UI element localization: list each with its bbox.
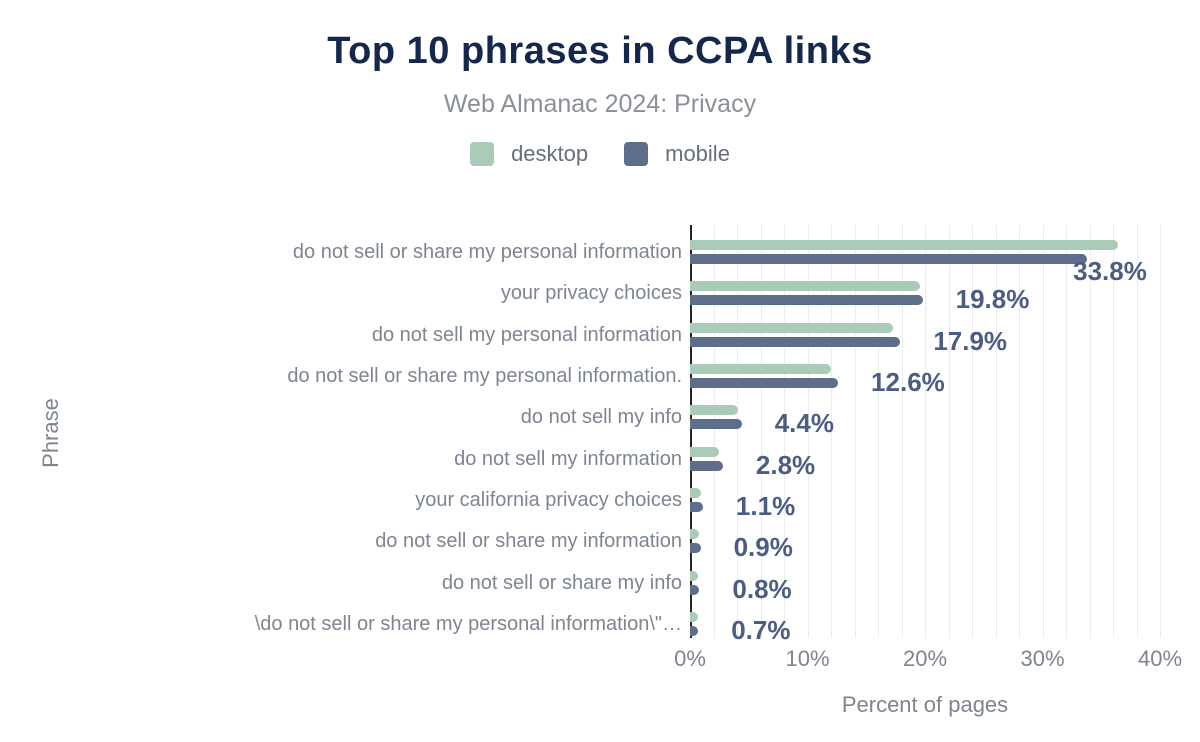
legend-label-desktop: desktop	[511, 141, 589, 166]
desktop-swatch-icon	[470, 142, 494, 166]
legend-label-mobile: mobile	[665, 141, 730, 166]
bar-mobile[interactable]	[690, 419, 742, 429]
value-label: 17.9%	[933, 325, 1008, 356]
bar-mobile[interactable]	[690, 337, 900, 347]
legend	[0, 141, 1200, 167]
category-label: your california privacy choices	[415, 488, 682, 511]
gridline	[1160, 225, 1161, 638]
gridline	[1066, 225, 1067, 638]
category-label: \do not sell or share my personal information\"…	[254, 612, 682, 635]
gridline	[925, 225, 926, 638]
category-label: do not sell or share my information	[375, 530, 682, 553]
value-label: 19.8%	[955, 284, 1030, 315]
legend-item-desktop	[470, 141, 588, 167]
bar-desktop[interactable]	[690, 529, 699, 539]
bar-mobile[interactable]	[690, 461, 723, 471]
x-tick-label: 20%	[902, 646, 948, 671]
bar-mobile[interactable]	[690, 585, 699, 595]
bar-mobile[interactable]	[690, 543, 701, 553]
category-label: do not sell or share my personal information	[292, 241, 682, 263]
bar-desktop[interactable]	[690, 323, 893, 333]
value-label: 12.6%	[871, 366, 945, 397]
bar-mobile[interactable]	[690, 378, 838, 388]
bar-mobile[interactable]	[690, 626, 698, 636]
x-tick-label: 40%	[1137, 646, 1183, 671]
bar-desktop[interactable]	[690, 612, 698, 622]
legend-item-mobile	[624, 141, 730, 167]
bar-mobile[interactable]	[690, 295, 923, 305]
value-label: 33.8%	[1073, 256, 1147, 286]
value-label: 0.7%	[731, 614, 791, 645]
x-tick-label: 30%	[1020, 646, 1065, 671]
mobile-swatch-icon	[624, 142, 648, 166]
bar-desktop[interactable]	[690, 488, 701, 498]
x-tick-label: 10%	[785, 646, 830, 671]
bar-desktop[interactable]	[690, 447, 719, 457]
bar-mobile[interactable]	[690, 502, 703, 512]
bar-desktop[interactable]	[690, 405, 738, 415]
chart-subtitle: Web Almanac 2024: Privacy	[443, 90, 757, 118]
bar-desktop[interactable]	[690, 281, 920, 291]
value-label: 0.9%	[733, 532, 793, 563]
value-label: 2.8%	[755, 449, 816, 480]
category-label: do not sell my info	[520, 406, 682, 429]
category-label: do not sell or share my personal information.	[287, 364, 682, 387]
y-axis-title: Phrase	[38, 398, 63, 468]
value-label: 4.4%	[774, 408, 834, 439]
value-label: 0.8%	[732, 573, 792, 604]
bar-desktop[interactable]	[690, 240, 1118, 250]
category-label: do not sell or share my info	[441, 571, 682, 594]
category-label: your privacy choices	[500, 282, 682, 305]
bar-mobile[interactable]	[690, 254, 1087, 264]
x-tick-label: 0%	[674, 646, 706, 671]
chart-title: Top 10 phrases in CCPA links	[327, 30, 873, 72]
gridline	[949, 225, 950, 638]
category-label: do not sell my personal information	[371, 323, 682, 346]
x-axis-title: Percent of pages	[841, 692, 1009, 717]
gridline	[1043, 225, 1044, 638]
bar-desktop[interactable]	[690, 571, 698, 581]
bar-desktop[interactable]	[690, 364, 831, 374]
category-label: do not sell my information	[454, 447, 682, 470]
value-label: 1.1%	[735, 490, 796, 521]
